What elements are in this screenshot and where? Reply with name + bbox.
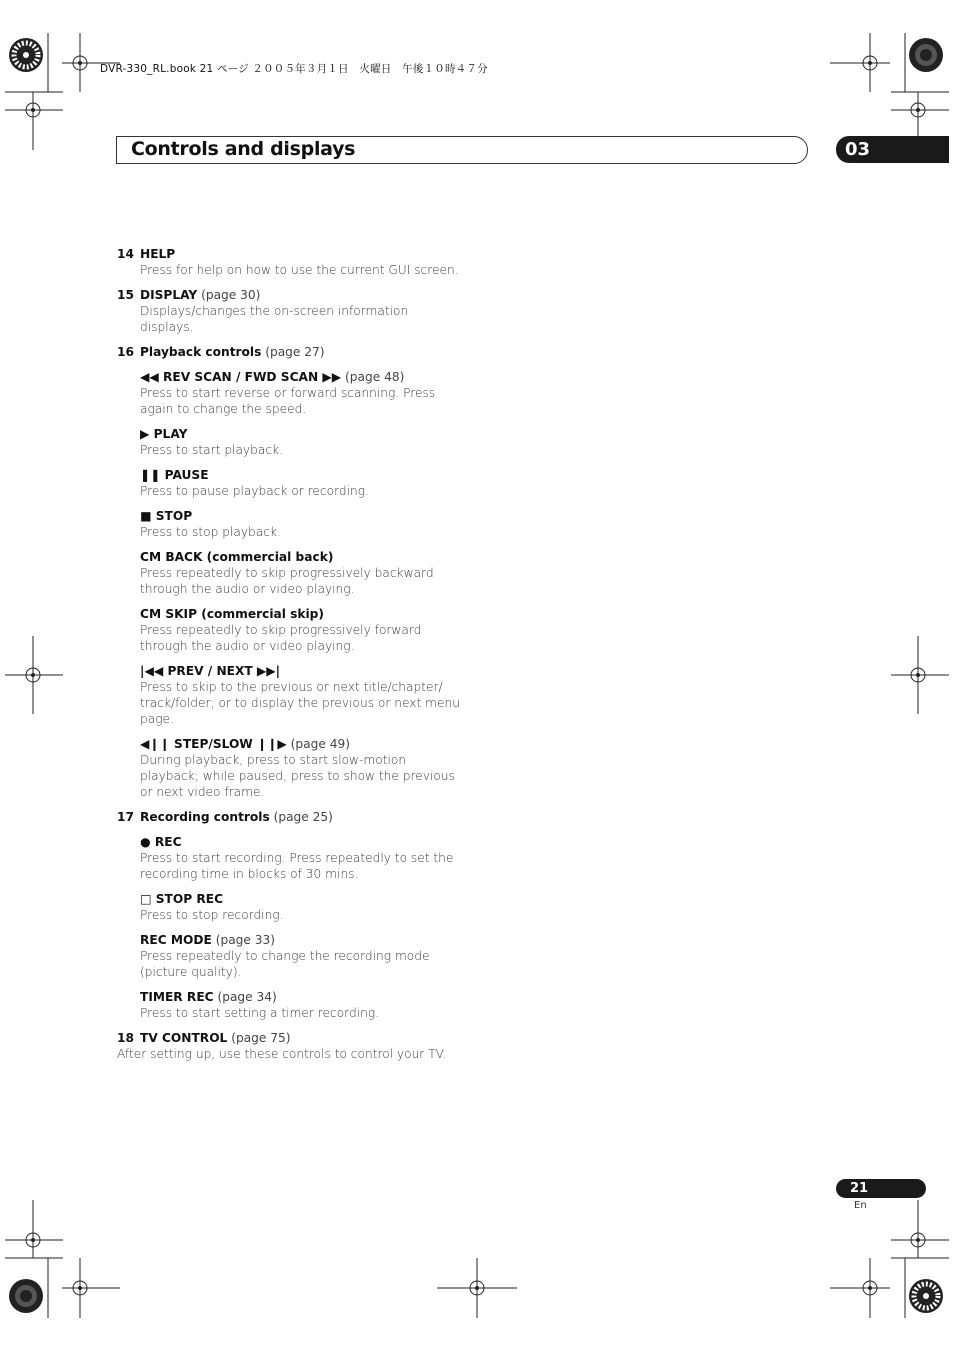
page-reference: (page 25) (273, 810, 333, 824)
list-item (117, 989, 462, 1021)
item-description: Press to start recording. Press repeatedly to set the recording time in blocks of 30 mins. (140, 851, 454, 881)
item-label: ● REC (140, 835, 182, 849)
item-label: Playback controls (140, 345, 262, 359)
page-reference: (page 27) (265, 345, 325, 359)
list-item (117, 287, 462, 335)
list-item (117, 508, 462, 540)
list-item (117, 809, 462, 825)
item-label: CM SKIP (commercial skip) (140, 607, 324, 621)
print-header: DVR-330_RL.book 21 ページ ２００５年３月１日 火曜日 午後１０時４７分 (100, 63, 488, 75)
item-label: HELP (140, 247, 176, 261)
item-number: 16 (117, 345, 134, 359)
item-description: Press for help on how to use the current GUI screen. (140, 263, 459, 277)
item-label: ◀◀ REV SCAN / FWD SCAN ▶▶ (140, 370, 342, 384)
list-item (117, 663, 462, 727)
final-note: After setting up, use these controls to control your TV. (117, 1047, 447, 1061)
language-label: En (854, 1200, 867, 1211)
item-description: Press repeatedly to skip progressively backward through the audio or video playing. (140, 566, 434, 596)
item-description: Press to skip to the previous or next title/chapter/ track/folder; or to display the previous or next menu page. (140, 680, 460, 726)
item-description: Displays/changes the on-screen information displays. (140, 304, 409, 334)
page-number: 21 (850, 1181, 869, 1196)
page-reference: (page 75) (231, 1031, 291, 1045)
list-item (117, 932, 462, 980)
item-description: Press to stop playback. (140, 525, 281, 539)
item-label: Recording controls (140, 810, 270, 824)
list-item (117, 246, 462, 278)
item-number: 17 (117, 810, 134, 824)
section-title: Controls and displays (131, 138, 356, 160)
item-label: □ STOP REC (140, 892, 224, 906)
list-item (117, 606, 462, 654)
item-label: ❚❚ PAUSE (140, 468, 209, 482)
item-description: Press to stop recording. (140, 908, 284, 922)
item-label: |◀◀ PREV / NEXT ▶▶| (140, 664, 281, 678)
item-label: ◀❙❙ STEP/SLOW ❙❙▶ (140, 737, 287, 751)
item-label: DISPLAY (140, 288, 198, 302)
page-reference: (page 48) (345, 370, 405, 384)
item-description: During playback, press to start slow-motion playback; while paused, press to show the previous or next video frame. (140, 753, 455, 799)
item-description: Press repeatedly to skip progressively forward through the audio or video playing. (140, 623, 422, 653)
item-label: REC MODE (140, 933, 212, 947)
page-reference: (page 34) (217, 990, 277, 1004)
item-label: CM BACK (commercial back) (140, 550, 334, 564)
list-item (117, 549, 462, 597)
list-item (117, 467, 462, 499)
page-reference: (page 30) (201, 288, 261, 302)
item-label: ■ STOP (140, 509, 193, 523)
item-description: Press to pause playback or recording. (140, 484, 369, 498)
item-label: TIMER REC (140, 990, 214, 1004)
item-description: Press to start reverse or forward scanning. Press again to change the speed. (140, 386, 436, 416)
item-label: ▶ PLAY (140, 427, 188, 441)
list-item (117, 344, 462, 360)
item-number: 14 (117, 247, 134, 261)
item-number: 15 (117, 288, 134, 302)
list-item (117, 1030, 462, 1046)
page-reference: (page 33) (215, 933, 276, 947)
item-label: TV CONTROL (140, 1031, 228, 1045)
item-description: Press to start setting a timer recording. (140, 1006, 380, 1020)
list-item (117, 891, 462, 923)
list-item (117, 834, 462, 882)
chapter-number: 03 (845, 139, 871, 160)
list-item (117, 369, 462, 417)
list-item (117, 736, 462, 800)
list-item (117, 426, 462, 458)
item-description: Press to start playback. (140, 443, 283, 457)
controls-list (117, 246, 462, 1062)
item-description: Press repeatedly to change the recording mode (picture quality). (140, 949, 430, 979)
page-reference: (page 49) (290, 737, 351, 751)
item-number: 18 (117, 1031, 134, 1045)
